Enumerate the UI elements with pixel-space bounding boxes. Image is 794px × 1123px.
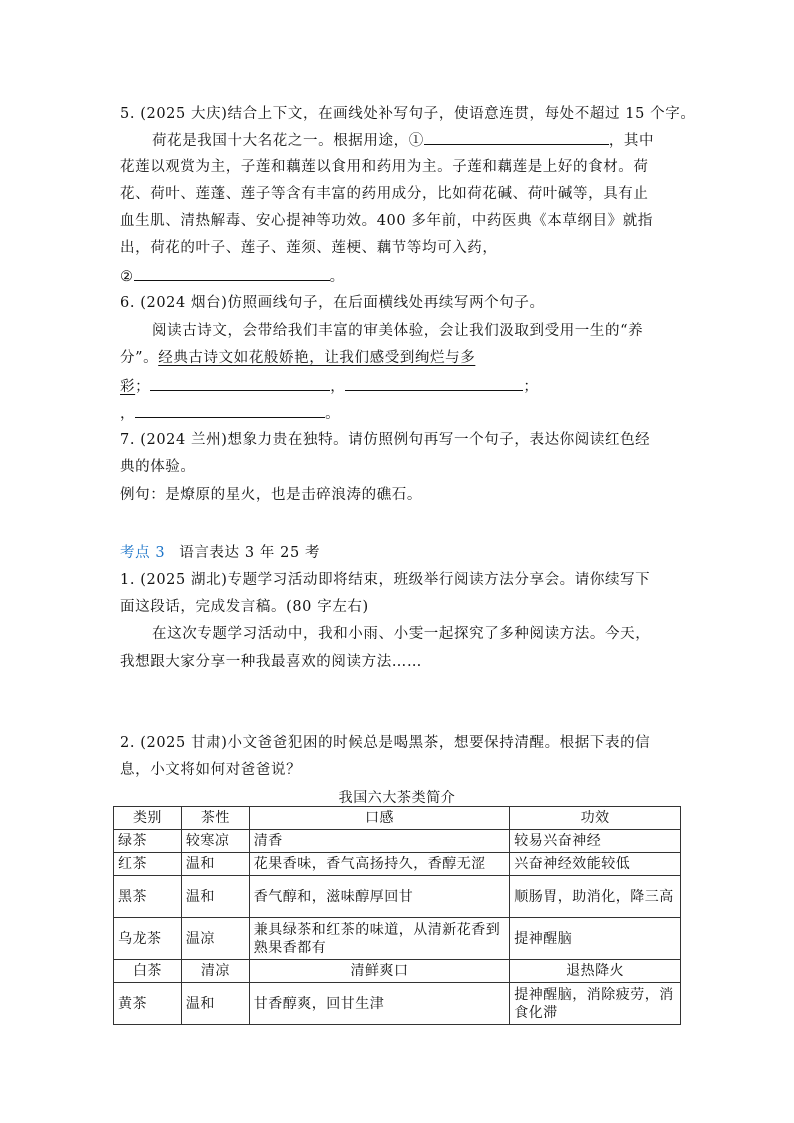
table-header-row <box>114 807 681 830</box>
q6-text: 分”。 <box>120 350 159 366</box>
q5-line1 <box>152 130 654 151</box>
q2-stem: 2. (2025 甘肃)小文爸爸犯困的时候总是喝黑茶，想要保持清醒。根据下表的信 <box>120 735 651 751</box>
q6-punct: ； <box>523 379 539 395</box>
cell: 清凉 <box>181 960 249 983</box>
header-category: 类别 <box>114 807 182 830</box>
cell: 白茶 <box>114 960 182 983</box>
q5-text: ② <box>120 269 134 285</box>
q1-para1: 在这次专题学习活动中，我和小雨、小雯一起探究了多种阅读方法。今天， <box>152 626 651 642</box>
q6-line2 <box>120 348 475 368</box>
q1-stem-cont: 面这段话，完成发言稿。(80 字左右) <box>120 599 369 615</box>
answer-blank-3[interactable] <box>150 376 330 391</box>
q6-line1: 阅读古诗文，会带给我们丰富的审美体验，会让我们汲取到受用一生的“养 <box>152 323 644 339</box>
answer-blank-2[interactable] <box>134 266 330 281</box>
tea-table <box>113 806 681 1025</box>
cell: 黑茶 <box>114 876 182 918</box>
q6-line3 <box>120 376 538 397</box>
q5-stem: 5. (2025 大庆)结合上下文，在画线处补写句子，使语意连贯，每处不超过 15 个字。 <box>120 106 696 122</box>
answer-blank-4[interactable] <box>345 376 523 391</box>
cell: 兴奋神经效能较低 <box>510 853 681 876</box>
cell: 绿茶 <box>114 830 182 853</box>
cell: 较寒凉 <box>181 830 249 853</box>
cell: 温凉 <box>181 918 249 960</box>
cell: 香气醇和，滋味醇厚回甘 <box>249 876 509 918</box>
q1-stem: 1. (2025 湖北)专题学习活动即将结束，班级举行阅读方法分享会。请你续写下 <box>120 572 651 588</box>
answer-blank-5[interactable] <box>135 403 325 418</box>
q5-line6 <box>120 266 345 287</box>
cell: 较易兴奋神经 <box>510 830 681 853</box>
q6-punct: 。 <box>325 406 341 422</box>
table-row <box>114 876 681 918</box>
q7-example: 例句：是燎原的星火，也是击碎浪涛的礁石。 <box>120 487 422 503</box>
answer-blank-1[interactable] <box>424 130 609 145</box>
cell: 甘香醇爽，回甘生津 <box>249 983 509 1025</box>
q5-text: ，其中 <box>608 133 655 149</box>
cell: 退热降火 <box>510 960 681 983</box>
cell: 温和 <box>181 983 249 1025</box>
cell: 兼具绿茶和红茶的味道，从清新花香到熟果香都有 <box>249 918 509 960</box>
q5-line5: 出，荷花的叶子、莲子、莲须、莲梗、藕节等均可入药， <box>120 240 498 256</box>
header-effect: 功效 <box>510 807 681 830</box>
underlined-sentence: 彩 <box>120 379 136 395</box>
table-row <box>114 918 681 960</box>
kaodian-title: 语言表达 3 年 25 考 <box>179 545 321 561</box>
q1-para2: 我想跟大家分享一种我最喜欢的阅读方法…… <box>120 654 422 670</box>
header-nature: 茶性 <box>181 807 249 830</box>
cell: 清香 <box>249 830 509 853</box>
table-row <box>114 960 681 983</box>
q5-line2: 花莲以观赏为主，子莲和藕莲以食用和药用为主。子莲和藕莲是上好的食材。荷 <box>120 159 649 175</box>
q7-stem-cont: 典的体验。 <box>120 459 196 475</box>
header-taste: 口感 <box>249 807 509 830</box>
q2-stem-cont: 息，小文将如何对爸爸说？ <box>120 762 302 778</box>
underlined-sentence: 经典古诗文如花般娇艳，让我们感受到绚烂与多 <box>158 350 476 366</box>
cell: 乌龙茶 <box>114 918 182 960</box>
table-row <box>114 983 681 1025</box>
q6-punct: ， <box>330 379 346 395</box>
q6-punct: ， <box>120 406 136 422</box>
q7-stem: 7. (2024 兰州)想象力贵在独特。请仿照例句再写一个句子，表达你阅读红色经 <box>120 432 651 448</box>
cell: 温和 <box>181 876 249 918</box>
table-row <box>114 853 681 876</box>
section-heading <box>120 543 320 563</box>
q5-text: 。 <box>329 269 345 285</box>
cell: 提神醒脑，消除疲劳，消食化滞 <box>510 983 681 1025</box>
cell: 提神醒脑 <box>510 918 681 960</box>
cell: 红茶 <box>114 853 182 876</box>
q5-text: 荷花是我国十大名花之一。根据用途，① <box>152 133 424 149</box>
cell: 黄茶 <box>114 983 182 1025</box>
q6-line4 <box>120 403 340 424</box>
cell: 清鲜爽口 <box>249 960 509 983</box>
q6-punct: ； <box>135 379 151 395</box>
q5-line4: 血生肌、清热解毒、安心提神等功效。400 多年前，中药医典《本草纲目》就指 <box>120 213 653 229</box>
cell: 温和 <box>181 853 249 876</box>
cell: 顺肠胃，助消化，降三高 <box>510 876 681 918</box>
table-caption: 我国六大茶类简介 <box>338 790 456 806</box>
kaodian-label: 考点 3 <box>120 545 166 561</box>
q5-line3: 花、荷叶、莲蓬、莲子等含有丰富的药用成分，比如荷花碱、荷叶碱等，具有止 <box>120 186 649 202</box>
q6-stem: 6. (2024 烟台)仿照画线句子，在后面横线处再续写两个句子。 <box>120 295 545 311</box>
cell: 花果香味，香气高扬持久，香醇无涩 <box>249 853 509 876</box>
table-row <box>114 830 681 853</box>
